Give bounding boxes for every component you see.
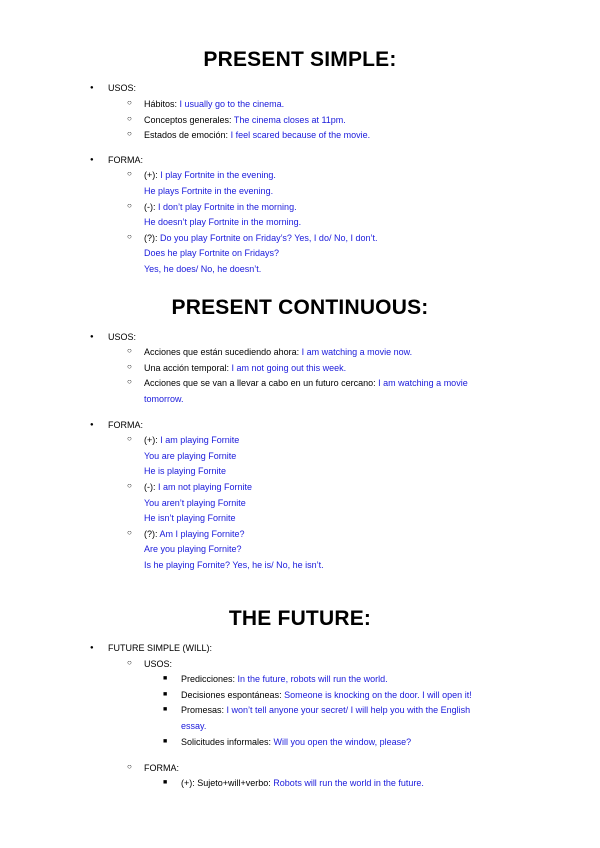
list-item: ○ Acciones que están sucediendo ahora: I am watching a movie now. xyxy=(144,346,412,358)
list-item: ■ (+): Sujeto+will+verbo: Robots will run the world in the future. xyxy=(181,777,424,789)
example-line: He plays Fortnite in the evening. xyxy=(144,186,274,196)
list-item: ■ Solicitudes informales: Will you open the window, please? xyxy=(181,736,411,748)
example-line: Is he playing Fornite? Yes, he is/ No, he isn’t. xyxy=(144,560,324,570)
example-line: He isn’t playing Fornite xyxy=(144,513,236,523)
usos-heading: ○ USOS: xyxy=(144,658,172,670)
list-item: ○ Conceptos generales: The cinema closes at 11pm. xyxy=(144,114,346,126)
example-line: Yes, he does/ No, he doesn’t. xyxy=(144,264,262,274)
list-item: ○ (?): Am I playing Fornite? xyxy=(144,528,245,540)
list-item: ■ Promesas: I won’t tell anyone your secret/ I will help you with the English xyxy=(181,704,470,716)
example-line: You aren’t playing Fornite xyxy=(144,498,246,508)
list-item: ■ Decisiones espontáneas: Someone is knocking on the door. I will open it! xyxy=(181,689,472,701)
list-item: ○ (?): Do you play Fortnite on Friday’s? Yes, I do/ No, I don’t. xyxy=(144,232,377,244)
forma-heading: ● FORMA: xyxy=(108,154,143,166)
list-item: ○ (+): I am playing Fornite xyxy=(144,434,239,446)
example-line: essay. xyxy=(181,721,207,731)
list-item: ○ Una acción temporal: I am not going out this week. xyxy=(144,362,346,374)
section-title-present-simple: PRESENT SIMPLE: xyxy=(203,48,397,71)
list-item: ○ Acciones que se van a llevar a cabo en un futuro cercano: I am watching a movie xyxy=(144,377,468,389)
usos-heading: ● USOS: xyxy=(108,331,136,343)
forma-heading: ● FORMA: xyxy=(108,419,143,431)
list-item: ○ Hábitos: I usually go to the cinema. xyxy=(144,98,284,110)
example-line: You are playing Fornite xyxy=(144,451,237,461)
example-line: Are you playing Fornite? xyxy=(144,544,242,554)
example-line: He doesn’t play Fortnite in the morning. xyxy=(144,217,302,227)
future-simple-heading: ● FUTURE SIMPLE (WILL): xyxy=(108,642,212,654)
list-item: ○ (-): I am not playing Fornite xyxy=(144,481,252,493)
list-item: ○ Estados de emoción: I feel scared because of the movie. xyxy=(144,129,370,141)
usos-heading: ● USOS: xyxy=(108,82,136,94)
list-item: ○ (+): I play Fortnite in the evening. xyxy=(144,169,276,181)
example-line: tomorrow. xyxy=(144,394,184,404)
example-line: He is playing Fornite xyxy=(144,466,227,476)
example-line: Does he play Fortnite on Fridays? xyxy=(144,248,280,258)
forma-heading: ○ FORMA: xyxy=(144,762,179,774)
section-title-the-future: THE FUTURE: xyxy=(228,607,372,630)
section-title-present-continuous: PRESENT CONTINUOUS: xyxy=(171,296,429,319)
list-item: ■ Predicciones: In the future, robots will run the world. xyxy=(181,673,388,685)
list-item: ○ (-): I don’t play Fortnite in the morning. xyxy=(144,201,297,213)
